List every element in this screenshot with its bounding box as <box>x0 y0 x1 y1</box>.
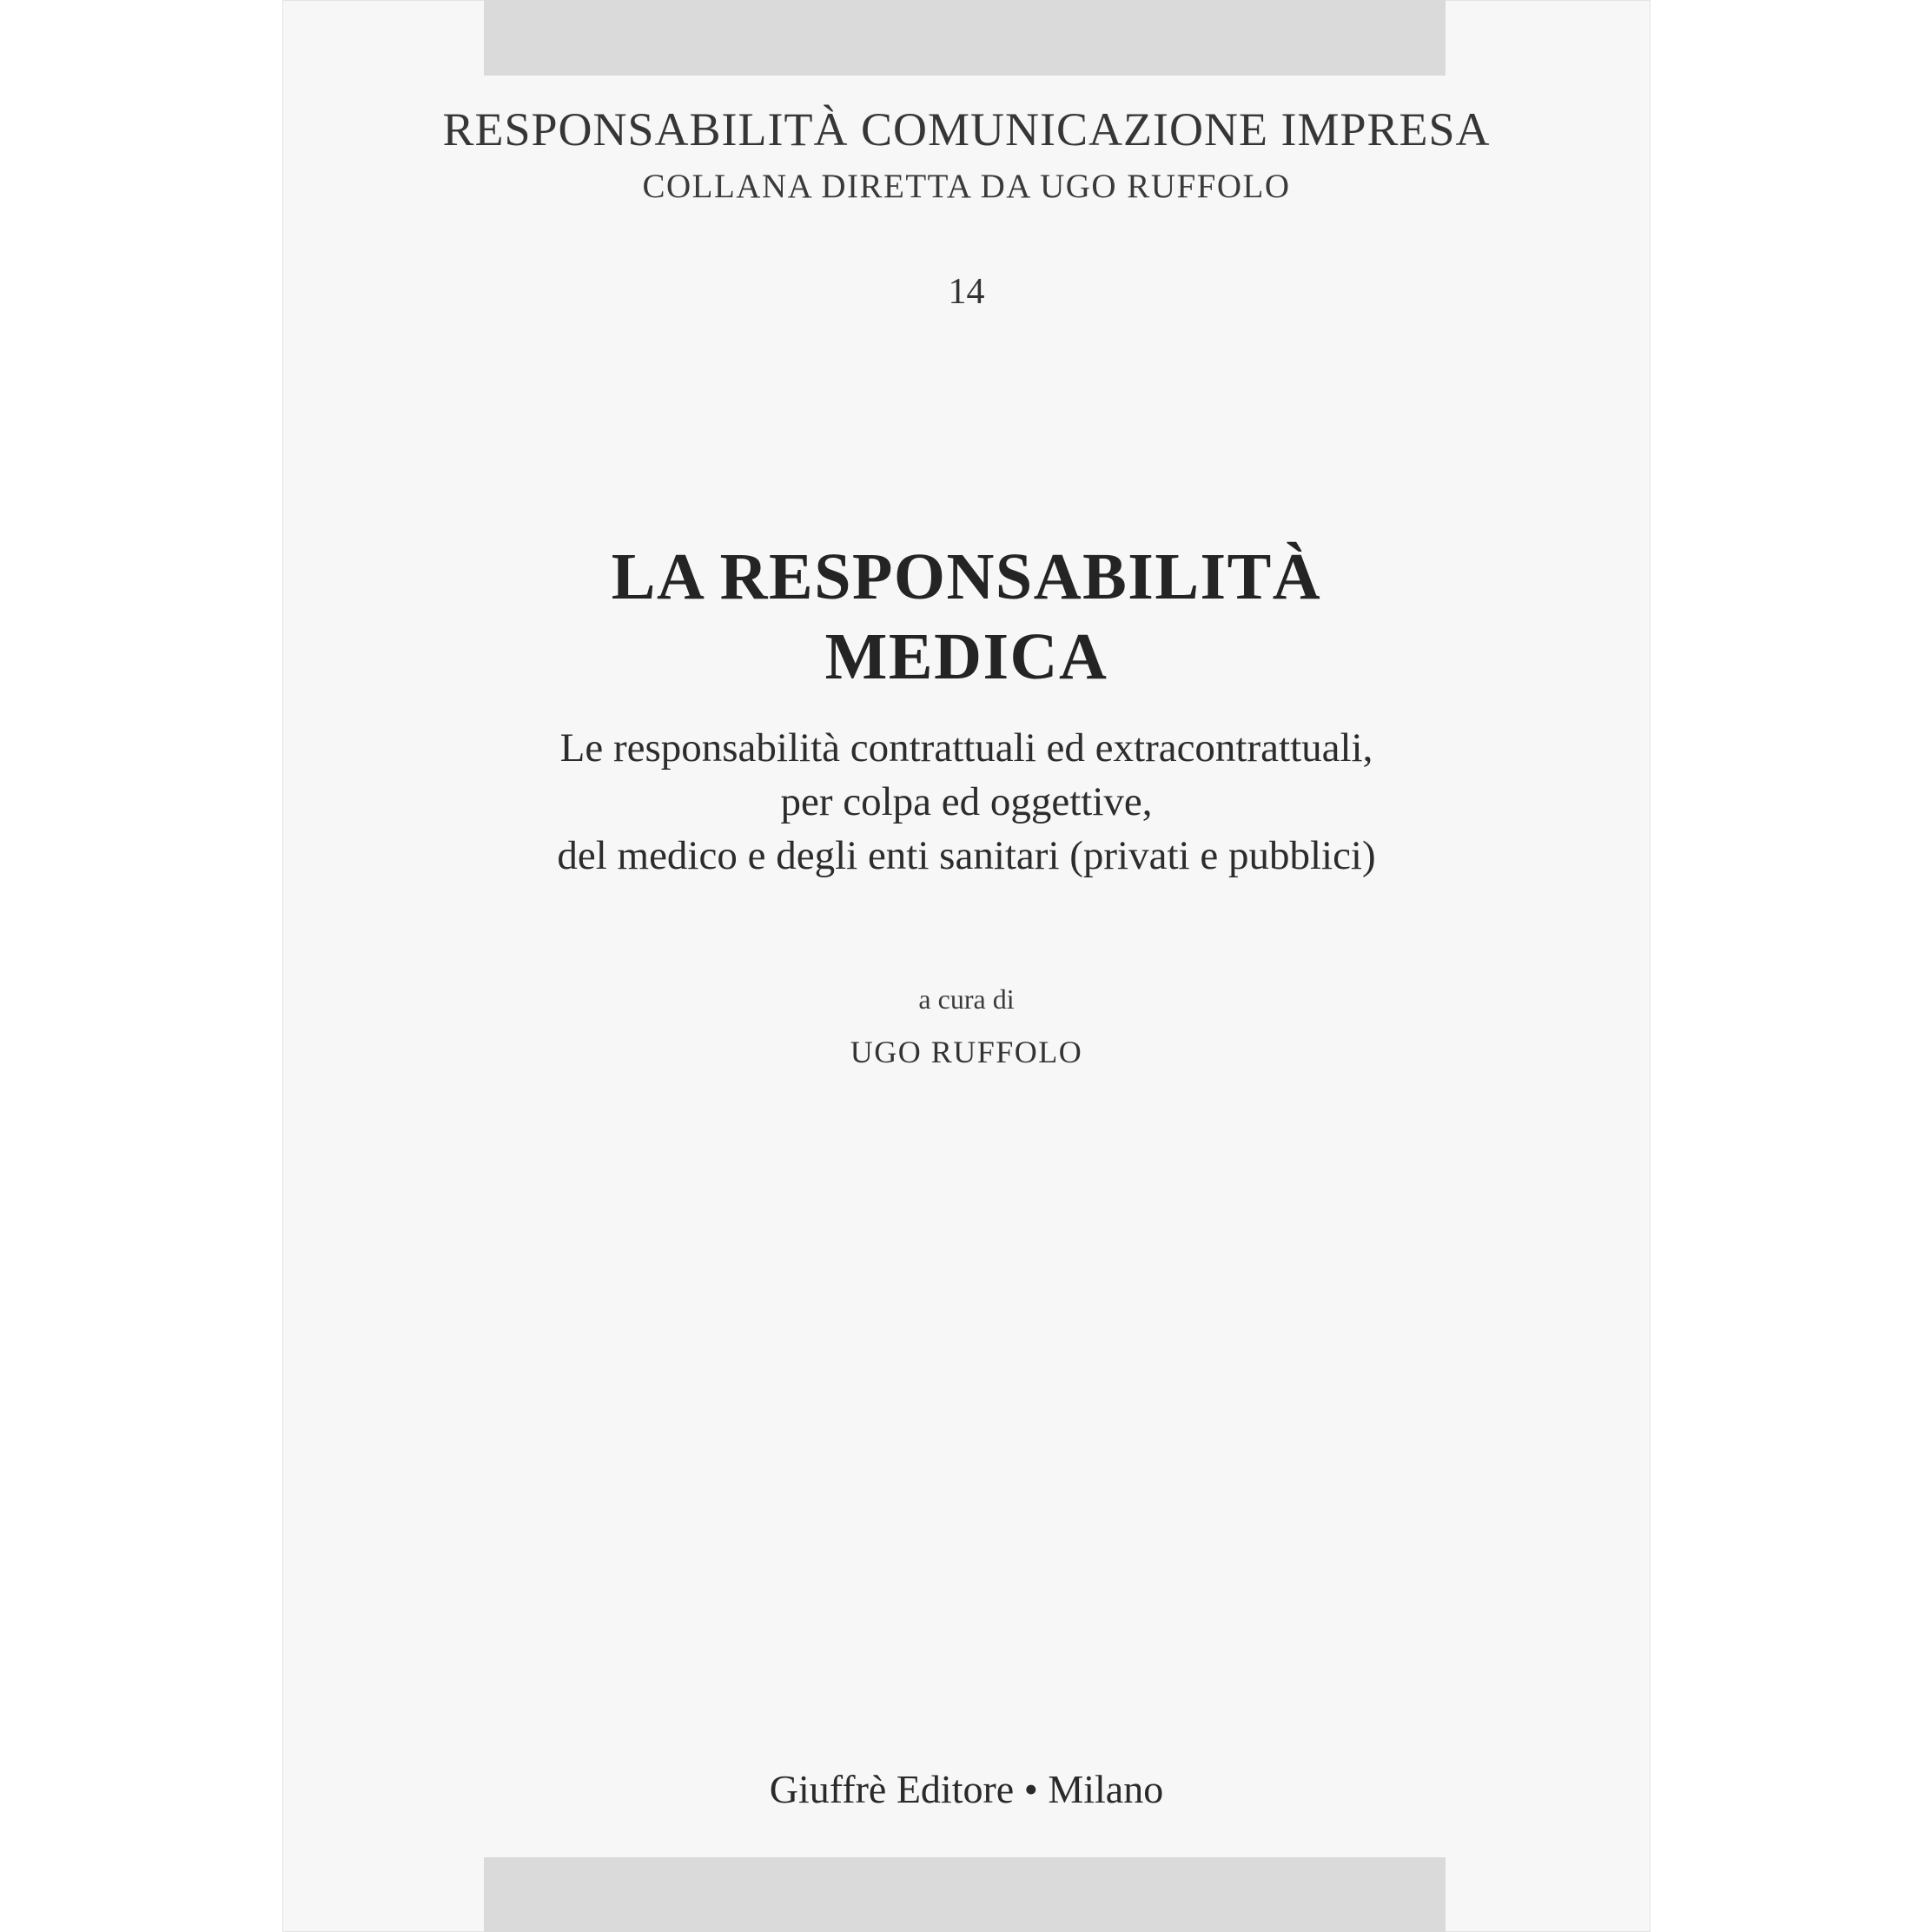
book-cover <box>282 0 1651 1932</box>
subtitle-line-1: Le responsabilità contrattuali ed extracontrattuali, <box>559 725 1373 771</box>
publisher-imprint: Giuffrè Editore • Milano <box>769 1767 1164 1811</box>
volume-number: 14 <box>948 272 985 312</box>
curator-name: UGO RUFFOLO <box>850 1035 1083 1069</box>
bottom-grey-band <box>484 1857 1446 1932</box>
subtitle-line-2: per colpa ed oggettive, <box>780 779 1153 824</box>
book-title <box>282 537 1651 697</box>
book-subtitle <box>282 721 1651 883</box>
book-title-line-2: MEDICA <box>824 620 1108 693</box>
series-editor-line: COLLANA DIRETTA DA UGO RUFFOLO <box>642 168 1291 205</box>
subtitle-line-3: del medico e degli enti sanitari (privati e pubblici) <box>557 833 1376 878</box>
book-title-line-1: LA RESPONSABILITÀ <box>611 540 1322 613</box>
series-title: RESPONSABILITÀ COMUNICAZIONE IMPRESA <box>442 103 1491 155</box>
top-grey-band <box>484 0 1446 76</box>
curated-by-label: a cura di <box>918 983 1015 1015</box>
